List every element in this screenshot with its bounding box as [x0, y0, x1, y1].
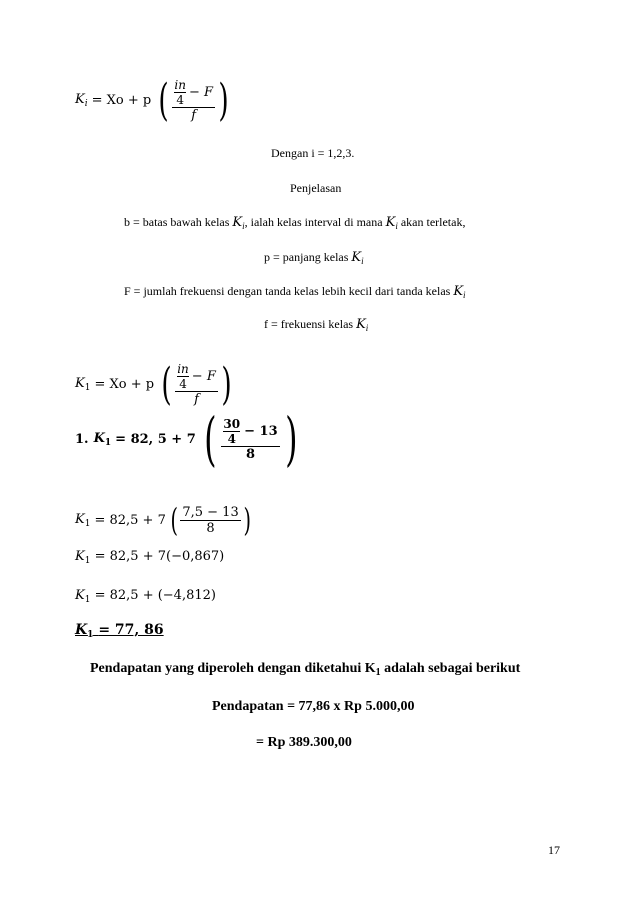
formula-k1: $K_1$ = Xo + p ( $\frac{in}{4}$ − F f ): [75, 358, 232, 410]
page-number: 17: [548, 843, 560, 857]
dengan-text: Dengan i = 1,2,3.: [271, 146, 355, 160]
income-calc: Pendapatan = 77,86 x Rp 5.000,00: [212, 699, 415, 714]
note-f: f = frekuensi kelas $K_i$: [264, 317, 369, 333]
step-3: $K_1 = 82,5 + 7(-0,867)$: [75, 549, 225, 566]
note-F: F = jumlah frekuensi dengan tanda kelas lebih kecil dari tanda kelas $K_i$: [124, 284, 466, 300]
penjelasan-heading: Penjelasan: [290, 181, 342, 195]
income-intro: Pendapatan yang diperoleh dengan diketahui $K_1$ adalah sebagai berikut: [90, 661, 521, 678]
result-k1: $K_1 = 77$, 86: [75, 622, 164, 640]
step-2: $K_1$ = 82,5 + 7 ( $\frac{7,5 - 13}{8}$ ): [75, 501, 251, 539]
formula-general: $K_i$ = Xo + p ( $\frac{in}{4}$ − F f ): [75, 74, 229, 126]
note-b: b = batas bawah kelas $K_i$, ialah kelas interval di mana $K_i$ akan terletak,: [124, 215, 466, 231]
income-total: = Rp 389.300,00: [256, 735, 352, 750]
note-p: p = panjang kelas $K_i$: [264, 250, 364, 266]
step-4: $K_1 = 82,5 + (-4,812)$: [75, 588, 216, 605]
step-1: 1. $K_1$ = 82, 5 + 7 ( $\frac{30}{4}$ − 13 8 ): [75, 405, 298, 473]
